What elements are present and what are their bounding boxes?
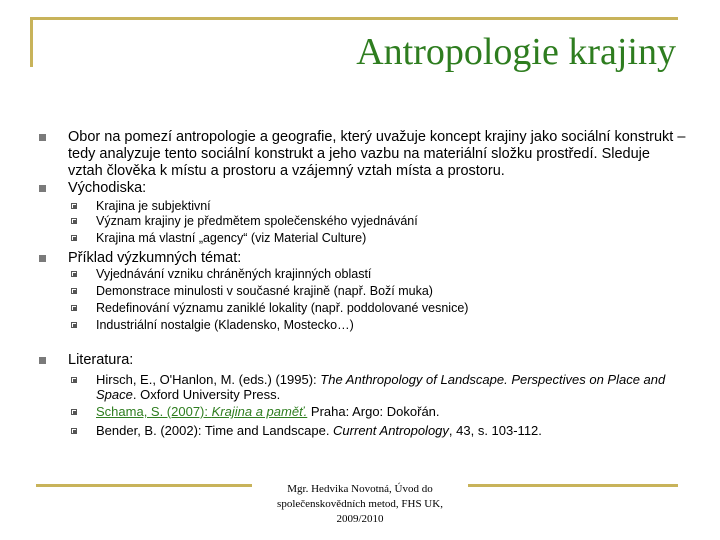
checkbox-bullet-icon xyxy=(71,409,77,415)
bullet-item xyxy=(68,129,688,180)
literature-italic: The Anthropology of Landscape. Perspectives on Place and Space xyxy=(96,372,666,402)
bullet-text: Literatura: xyxy=(68,352,134,368)
checkbox-bullet-icon xyxy=(71,271,77,277)
footer-line-1: Mgr. Hedvika Novotná, Úvod do xyxy=(287,483,433,495)
bullet-item xyxy=(68,250,688,267)
literature-pre: Bender, B. (2002): Time and Landscape. xyxy=(96,423,334,438)
sub-bullet-item xyxy=(96,318,686,333)
sub-bullet-item xyxy=(96,284,686,299)
sub-bullet-text: Krajina má vlastní „agency“ (viz Material Culture) xyxy=(96,231,367,245)
frame-left-line xyxy=(30,17,33,67)
sub-bullet-item xyxy=(96,231,686,246)
sub-bullet-text: Význam krajiny je předmětem společenského vyjednávání xyxy=(96,214,418,228)
sub-bullet-item xyxy=(96,301,686,316)
checkbox-bullet-icon xyxy=(71,218,77,224)
sub-bullet-text: Vyjednávání vzniku chráněných krajinných oblastí xyxy=(96,267,372,281)
square-bullet-icon xyxy=(39,134,46,141)
square-bullet-icon xyxy=(39,185,46,192)
square-bullet-icon xyxy=(39,357,46,364)
sub-bullet-text: Industriální nostalgie (Kladensko, Mostecko…) xyxy=(96,318,354,332)
sub-bullet-text: Krajina je subjektivní xyxy=(96,199,211,213)
square-bullet-icon xyxy=(39,255,46,262)
checkbox-bullet-icon xyxy=(71,428,77,434)
literature-post: , 43, s. 103-112. xyxy=(448,423,542,438)
checkbox-bullet-icon xyxy=(71,377,77,383)
bullet-item xyxy=(68,180,688,197)
footer-line-2: společenskovědních metod, FHS UK, xyxy=(277,498,443,510)
sub-bullet-text: Redefinování významu zaniklé lokality (např. poddolované vesnice) xyxy=(96,301,469,315)
sub-bullet-item xyxy=(96,199,686,214)
slide-title: Antropologie krajiny xyxy=(356,31,676,73)
literature-pre: Hirsch, E., O'Hanlon, M. (eds.) (1995): xyxy=(96,372,321,387)
footer-line-3: 2009/2010 xyxy=(336,513,384,525)
literature-post: Praha: Argo: Dokořán. xyxy=(307,404,440,419)
literature-italic: Current Antropology xyxy=(333,423,449,438)
literature-item xyxy=(96,373,686,402)
literature-item xyxy=(96,405,686,420)
bullet-text: Příklad výzkumných témat: xyxy=(68,250,242,266)
literature-link-italic[interactable]: Krajina a paměť. xyxy=(211,404,308,419)
footer-text xyxy=(250,482,470,527)
literature-item xyxy=(96,424,686,439)
checkbox-bullet-icon xyxy=(71,322,77,328)
checkbox-bullet-icon xyxy=(71,203,77,209)
bullet-item xyxy=(68,352,688,369)
literature-post: . Oxford University Press. xyxy=(132,386,281,402)
bullet-text: Východiska: xyxy=(68,180,147,196)
checkbox-bullet-icon xyxy=(71,305,77,311)
frame-top-line xyxy=(30,17,678,20)
literature-link[interactable]: Schama, S. (2007): xyxy=(96,404,212,419)
sub-bullet-item xyxy=(96,214,686,229)
sub-bullet-text: Demonstrace minulosti v současné krajině (např. Boží muka) xyxy=(96,284,433,298)
bullet-text: Obor na pomezí antropologie a geografie, který uvažuje koncept krajiny jako sociální konstrukt – tedy analyzuje tento sociální konstrukt a jeho vazbu na materiální složku prostředí. Sleduje vztah člověka k místu a prostoru a vzájemný vztah místa a prostoru. xyxy=(68,129,686,179)
checkbox-bullet-icon xyxy=(71,235,77,241)
checkbox-bullet-icon xyxy=(71,288,77,294)
sub-bullet-item xyxy=(96,267,686,282)
